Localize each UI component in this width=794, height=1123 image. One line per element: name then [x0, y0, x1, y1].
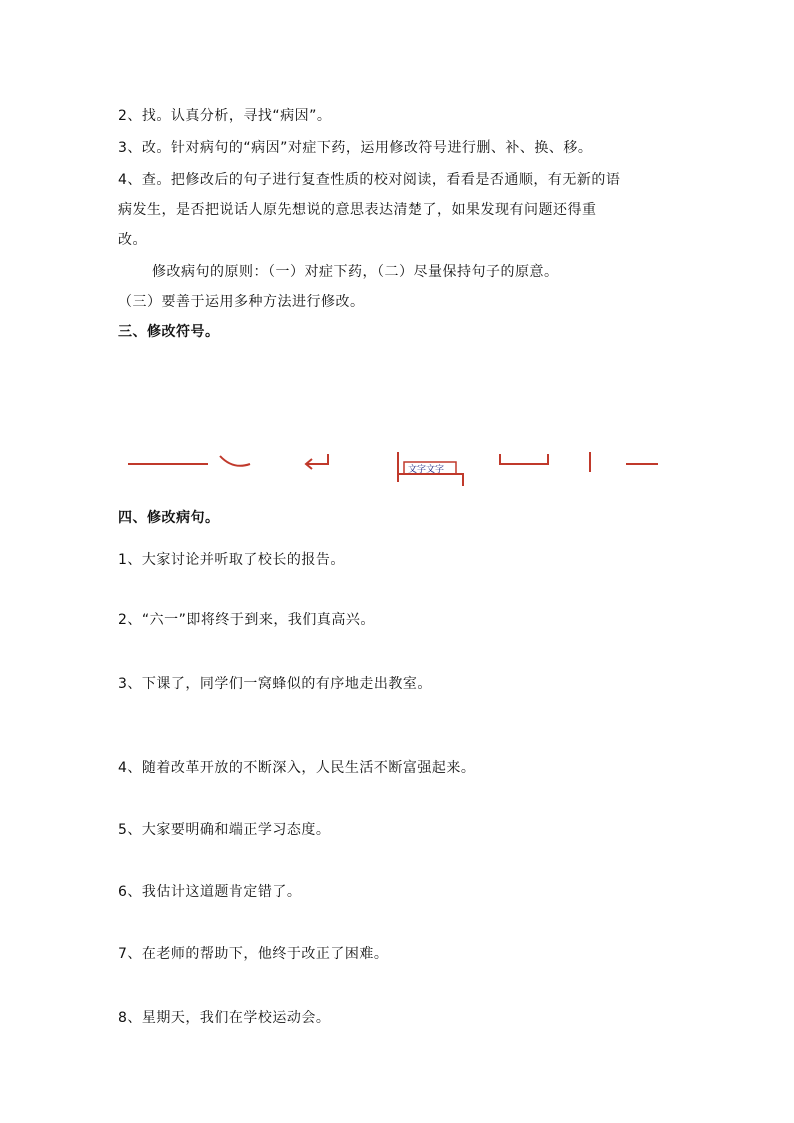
- sentence-5: 5、大家要明确和端正学习态度。: [118, 822, 331, 838]
- step-4-line-1: 4、查。把修改后的句子进行复查性质的校对阅读，看看是否通顺，有无新的语: [118, 172, 621, 188]
- section-4-title: 四、修改病句。: [118, 510, 220, 526]
- step-2: 2、找。认真分析，寻找“病因”。: [118, 108, 332, 124]
- step-3: 3、改。针对病句的“病因”对症下药，运用修改符号进行删、补、换、移。: [118, 140, 593, 156]
- section-3-title: 三、修改符号。: [118, 324, 220, 340]
- sentence-3: 3、下课了，同学们一窝蜂似的有序地走出教室。: [118, 676, 432, 692]
- delete-loop-symbol: [220, 456, 250, 466]
- sentence-4: 4、随着改革开放的不断深入，人民生活不断富强起来。: [118, 760, 476, 776]
- sentence-7: 7、在老师的帮助下，他终于改正了困难。: [118, 946, 389, 962]
- sentence-1: 1、大家讨论并听取了校长的报告。: [118, 552, 345, 568]
- principles-line-2: （三）要善于运用多种方法进行修改。: [118, 294, 365, 310]
- step-4-line-2: 病发生，是否把说话人原先想说的意思表达清楚了，如果发现有问题还得重: [118, 202, 597, 218]
- sentence-6: 6、我估计这道题肯定错了。: [118, 884, 302, 900]
- step-4-line-3: 改。: [118, 232, 147, 248]
- sentence-8: 8、星期天，我们在学校运动会。: [118, 1010, 331, 1026]
- symbol-box-text: 文字文字: [408, 465, 445, 475]
- correction-symbols-figure: [128, 452, 658, 488]
- insert-arrow-symbol: [306, 454, 328, 469]
- move-bracket-symbol: [500, 454, 548, 464]
- principles-line-1: 修改病句的原则：（一）对症下药，（二）尽量保持句子的原意。: [152, 264, 559, 280]
- sentence-2: 2、“六一”即将终于到来，我们真高兴。: [118, 612, 375, 628]
